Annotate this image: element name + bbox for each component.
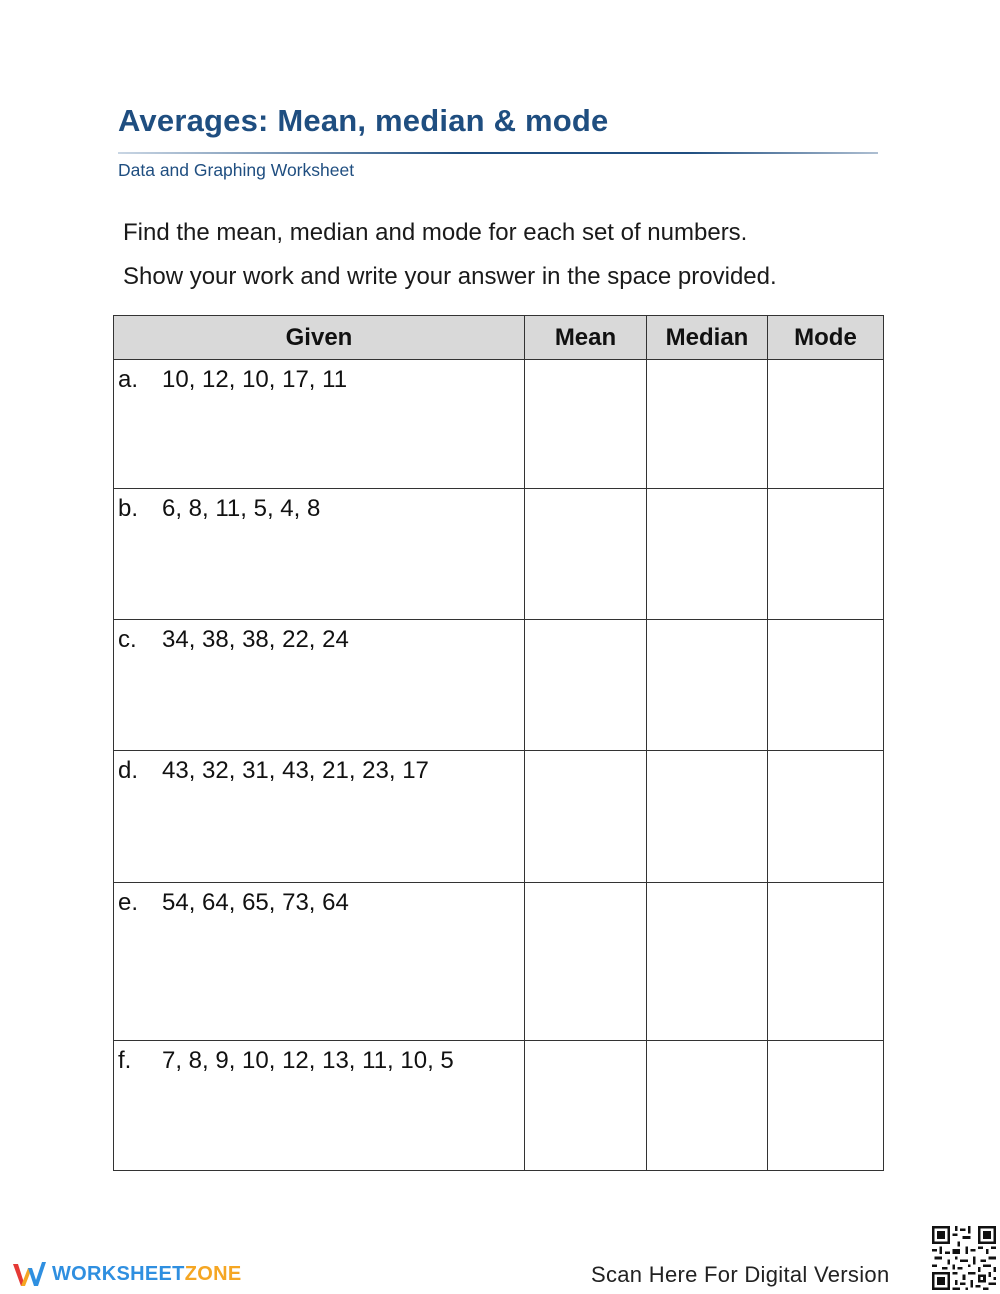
given-cell — [114, 883, 525, 1041]
mean-answer-cell[interactable] — [525, 489, 647, 620]
number-set: 6, 8, 11, 5, 4, 8 — [162, 495, 321, 522]
row-label: e. — [118, 889, 139, 916]
instruction-line-2: Show your work and write your answer in the space provided. — [123, 263, 777, 290]
median-answer-cell[interactable] — [647, 751, 768, 883]
row-label: c. — [118, 626, 137, 653]
row-label: b. — [118, 495, 139, 522]
table-row — [114, 360, 884, 489]
page-subtitle: Data and Graphing Worksheet — [118, 160, 355, 180]
header-median: Median — [647, 316, 768, 360]
row-label: d. — [118, 757, 139, 784]
worksheet-table — [113, 315, 884, 1171]
mode-answer-cell[interactable] — [768, 1041, 884, 1171]
median-answer-cell[interactable] — [647, 360, 768, 489]
number-set: 10, 12, 10, 17, 11 — [162, 366, 348, 393]
logo-text-zone: ZONE — [184, 1262, 242, 1285]
instruction-line-1: Find the mean, median and mode for each set of numbers. — [123, 219, 748, 246]
table-header-row — [114, 316, 884, 360]
number-set: 34, 38, 38, 22, 24 — [162, 626, 349, 653]
mode-answer-cell[interactable] — [768, 620, 884, 751]
number-set: 7, 8, 9, 10, 12, 13, 11, 10, 5 — [162, 1047, 454, 1074]
number-set: 43, 32, 31, 43, 21, 23, 17 — [162, 757, 429, 784]
table-row — [114, 1041, 884, 1171]
number-set: 54, 64, 65, 73, 64 — [162, 889, 349, 916]
mode-answer-cell[interactable] — [768, 489, 884, 620]
mode-answer-cell[interactable] — [768, 883, 884, 1041]
page-title: Averages: Mean, median & mode — [118, 103, 609, 138]
mean-answer-cell[interactable] — [525, 1041, 647, 1171]
median-answer-cell[interactable] — [647, 620, 768, 751]
logo-wordmark — [52, 1263, 241, 1286]
mean-answer-cell[interactable] — [525, 751, 647, 883]
given-cell — [114, 620, 525, 751]
median-answer-cell[interactable] — [647, 489, 768, 620]
given-cell — [114, 751, 525, 883]
row-label: f. — [118, 1047, 132, 1074]
table-row — [114, 751, 884, 883]
mean-answer-cell[interactable] — [525, 883, 647, 1041]
median-answer-cell[interactable] — [647, 883, 768, 1041]
table-row — [114, 620, 884, 751]
worksheetzone-w-icon — [10, 1258, 48, 1290]
given-cell — [114, 1041, 525, 1171]
worksheetzone-logo — [10, 1258, 241, 1290]
header-mean: Mean — [525, 316, 647, 360]
logo-text-worksheet: WORKSHEET — [52, 1262, 185, 1285]
scan-instruction: Scan Here For Digital Version — [591, 1262, 890, 1287]
given-cell — [114, 489, 525, 620]
mean-answer-cell[interactable] — [525, 360, 647, 489]
title-divider — [118, 152, 878, 154]
header-mode: Mode — [768, 316, 884, 360]
mode-answer-cell[interactable] — [768, 751, 884, 883]
table-row — [114, 489, 884, 620]
qr-code-icon[interactable] — [932, 1226, 996, 1290]
row-label: a. — [118, 366, 139, 393]
table-row — [114, 883, 884, 1041]
mode-answer-cell[interactable] — [768, 360, 884, 489]
mean-answer-cell[interactable] — [525, 620, 647, 751]
header-given: Given — [114, 316, 525, 360]
given-cell — [114, 360, 525, 489]
median-answer-cell[interactable] — [647, 1041, 768, 1171]
